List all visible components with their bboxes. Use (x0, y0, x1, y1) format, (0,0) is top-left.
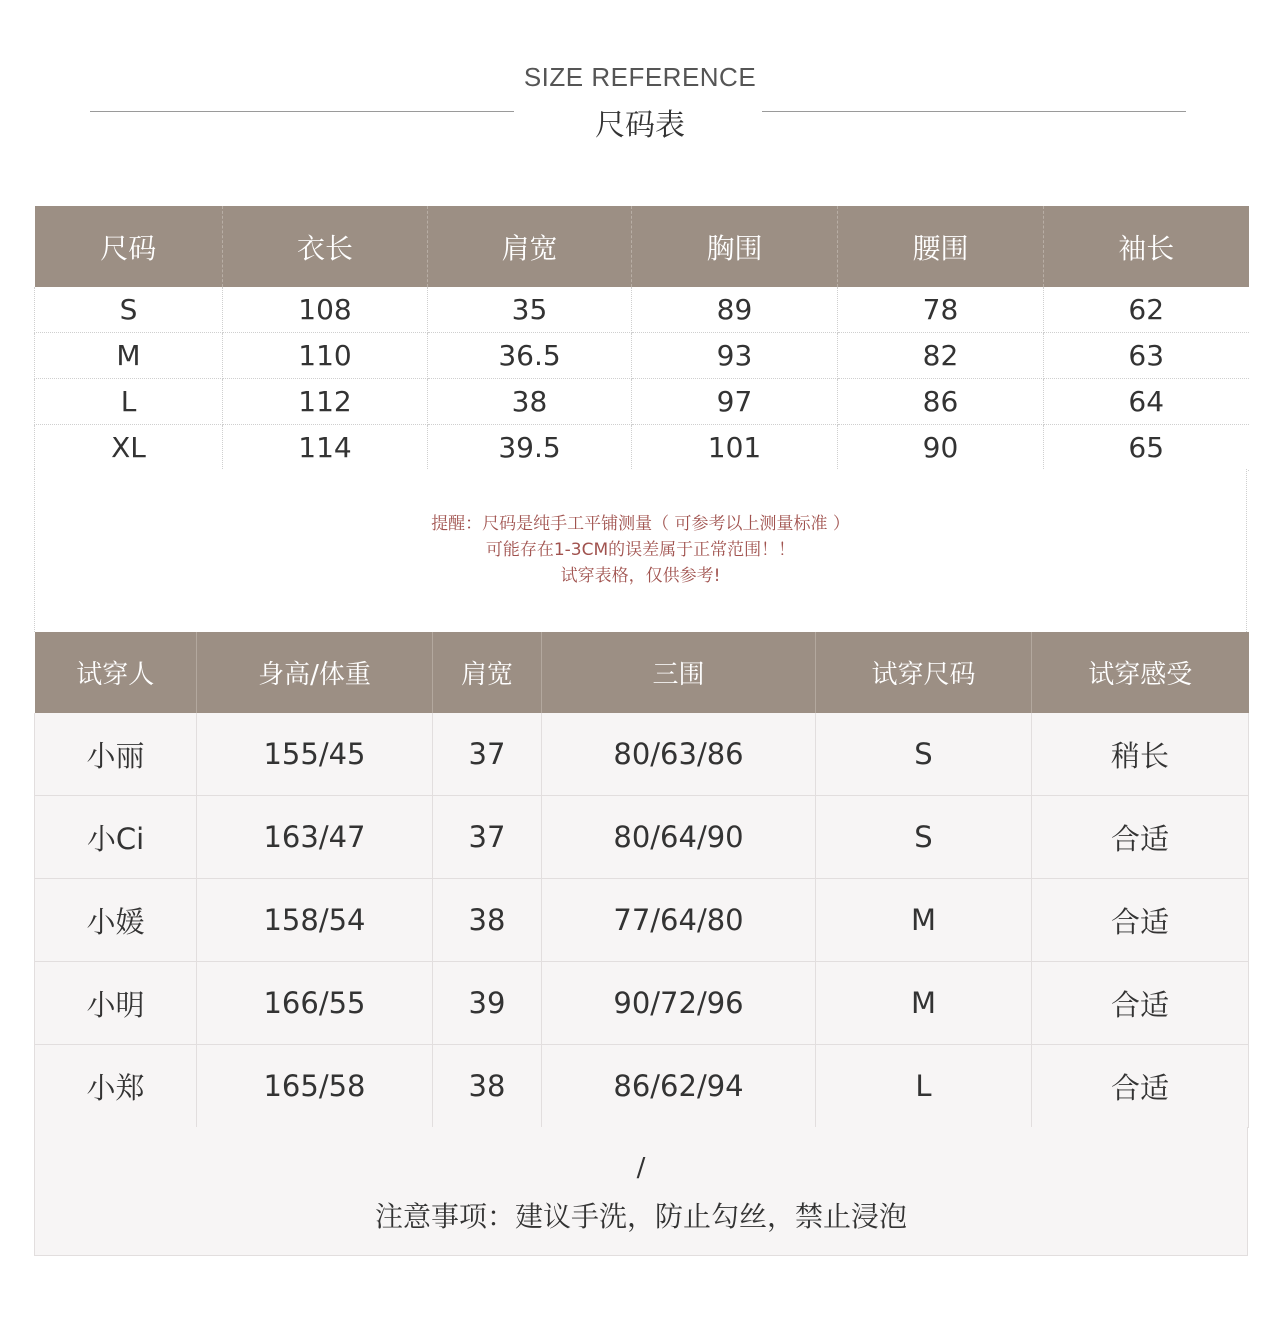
table-cell: 62 (1044, 287, 1249, 333)
table-cell: 108 (223, 287, 428, 333)
table-cell: 小媛 (35, 879, 197, 962)
table-cell: L (35, 379, 223, 425)
table-cell: M (816, 962, 1032, 1045)
table-cell: M (816, 879, 1032, 962)
table-cell: 合适 (1032, 1045, 1249, 1128)
table-cell: 77/64/80 (542, 879, 816, 962)
table-cell: 小明 (35, 962, 197, 1045)
table-cell: 合适 (1032, 796, 1249, 879)
table-cell: 38 (433, 1045, 542, 1128)
table-cell: 80/64/90 (542, 796, 816, 879)
size-header-cell: 腰围 (838, 206, 1044, 287)
table-cell: 小丽 (35, 713, 197, 796)
table-cell: 63 (1044, 333, 1249, 379)
table-cell: 158/54 (197, 879, 433, 962)
tryon-table (34, 632, 1249, 1128)
tryon-header-cell: 试穿感受 (1032, 632, 1249, 713)
table-cell: L (816, 1045, 1032, 1128)
table-cell: 86 (838, 379, 1044, 425)
table-cell: 155/45 (197, 713, 433, 796)
table-cell: 90/72/96 (542, 962, 816, 1045)
table-cell: 166/55 (197, 962, 433, 1045)
table-cell: 38 (428, 379, 632, 425)
size-header-cell: 肩宽 (428, 206, 632, 287)
tryon-header-cell: 试穿人 (35, 632, 197, 713)
table-row (35, 1045, 1249, 1128)
table-cell: S (35, 287, 223, 333)
table-cell: 86/62/94 (542, 1045, 816, 1128)
table-cell: 112 (223, 379, 428, 425)
table-cell: XL (35, 425, 223, 471)
table-cell: 163/47 (197, 796, 433, 879)
table-cell: M (35, 333, 223, 379)
title-english: SIZE REFERENCE (523, 62, 757, 92)
table-cell: 38 (433, 879, 542, 962)
table-row (35, 333, 1249, 379)
table-cell: 小郑 (35, 1045, 197, 1128)
note-line: 提醒：尺码是纯手工平铺测量（ 可参考以上测量标准 ） (431, 514, 850, 534)
table-cell: 89 (632, 287, 838, 333)
table-cell: 78 (838, 287, 1044, 333)
table-cell: 165/58 (197, 1045, 433, 1128)
table-cell: 稍长 (1032, 713, 1249, 796)
tryon-table-header (35, 632, 1249, 713)
table-cell: 90 (838, 425, 1044, 471)
table-row (35, 962, 1249, 1045)
table-cell: 37 (433, 796, 542, 879)
table-row (35, 713, 1249, 796)
table-cell: 39.5 (428, 425, 632, 471)
note-line: 试穿表格，仅供参考! (560, 566, 721, 586)
size-header-cell: 尺码 (35, 206, 223, 287)
table-cell: 97 (632, 379, 838, 425)
table-row (35, 425, 1249, 471)
table-cell: S (816, 796, 1032, 879)
table-cell: 64 (1044, 379, 1249, 425)
care-instructions (34, 1127, 1248, 1256)
table-cell: 110 (223, 333, 428, 379)
measurement-note (34, 469, 1247, 632)
table-cell: 合适 (1032, 879, 1249, 962)
tryon-header-cell: 身高/体重 (197, 632, 433, 713)
table-cell: 小Ci (35, 796, 197, 879)
table-cell: 39 (433, 962, 542, 1045)
table-row (35, 796, 1249, 879)
size-table (34, 206, 1249, 471)
note-line: 可能存在1-3CM的误差属于正常范围！！ (485, 540, 796, 560)
table-cell: 36.5 (428, 333, 632, 379)
table-cell: 65 (1044, 425, 1249, 471)
table-row (35, 379, 1249, 425)
size-header-cell: 衣长 (223, 206, 428, 287)
table-cell: 37 (433, 713, 542, 796)
size-header-cell: 胸围 (632, 206, 838, 287)
table-row (35, 287, 1249, 333)
tryon-header-cell: 三围 (542, 632, 816, 713)
title-chinese: 尺码表 (595, 108, 685, 143)
tryon-header-cell: 肩宽 (433, 632, 542, 713)
table-cell: 80/63/86 (542, 713, 816, 796)
size-table-header (35, 206, 1249, 287)
tryon-header-cell: 试穿尺码 (816, 632, 1032, 713)
table-cell: 合适 (1032, 962, 1249, 1045)
table-cell: 82 (838, 333, 1044, 379)
table-cell: 35 (428, 287, 632, 333)
care-text: 注意事项：建议手洗，防止勾丝，禁止浸泡 (374, 1200, 907, 1233)
table-cell: 114 (223, 425, 428, 471)
table-cell: 93 (632, 333, 838, 379)
size-header-cell: 袖长 (1044, 206, 1249, 287)
table-cell: S (816, 713, 1032, 796)
table-cell: 101 (632, 425, 838, 471)
care-slash: / (636, 1153, 646, 1183)
table-row (35, 879, 1249, 962)
